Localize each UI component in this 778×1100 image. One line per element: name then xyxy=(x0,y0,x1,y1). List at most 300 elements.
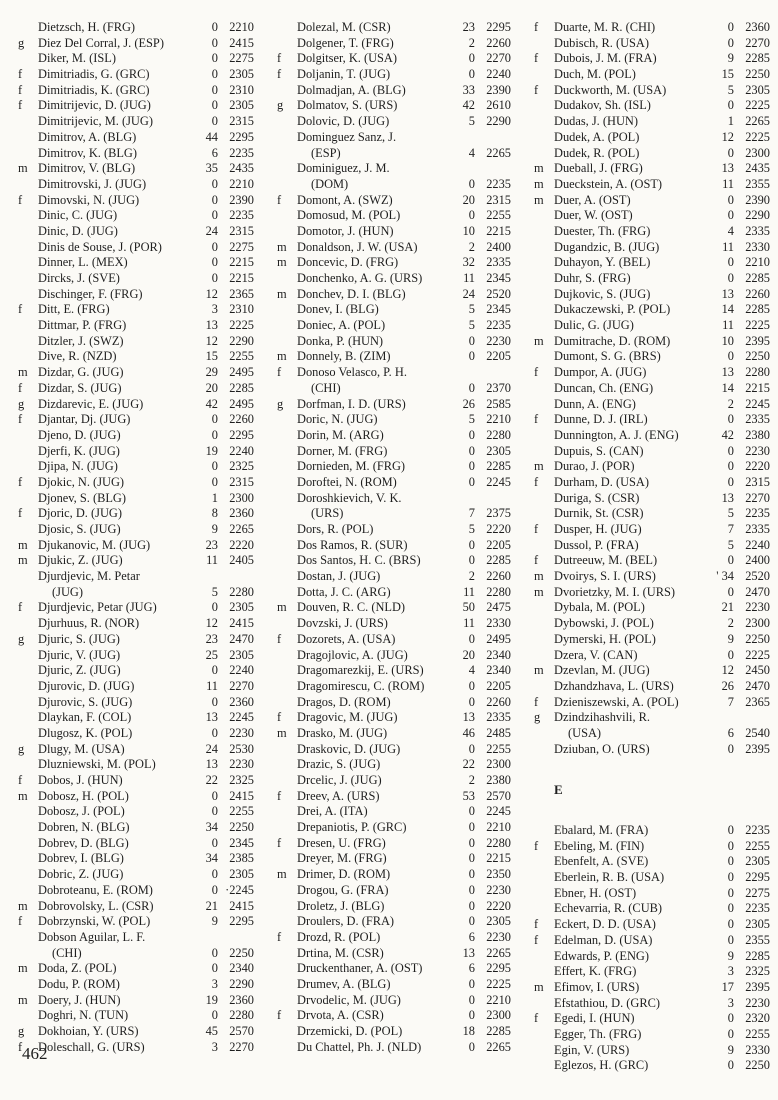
games-count: 10 xyxy=(721,333,734,348)
games-count: 0 xyxy=(727,443,734,458)
rating: 2570 xyxy=(486,788,511,803)
title-marker xyxy=(277,114,297,130)
rating: 2250 xyxy=(745,1058,770,1073)
player-name: Dotta, J. C. (ARG) xyxy=(297,584,391,599)
rating: 2415 xyxy=(229,898,254,913)
games-count: 0 xyxy=(468,474,475,489)
rating: 2520 xyxy=(745,569,770,584)
rating: 2235 xyxy=(229,145,254,160)
title-marker xyxy=(18,255,38,271)
games-count: 0 xyxy=(211,51,218,66)
rating: 2470 xyxy=(745,584,770,599)
player-name: Djuric, S. (JUG) xyxy=(38,631,120,646)
player-row xyxy=(534,67,770,83)
player-row xyxy=(534,663,770,679)
games-count: 0 xyxy=(468,1039,475,1054)
rating: 2340 xyxy=(486,663,511,678)
title-marker xyxy=(534,208,554,224)
rating: 2255 xyxy=(745,1026,770,1041)
games-count: 33 xyxy=(462,82,475,97)
title-marker xyxy=(534,854,554,870)
player-row xyxy=(18,867,254,883)
title-marker: f xyxy=(18,67,23,82)
rating: 2270 xyxy=(486,51,511,66)
games-count: 14 xyxy=(721,302,734,317)
title-marker xyxy=(277,977,297,993)
games-count xyxy=(451,491,479,507)
player-name: Dostan, J. (JUG) xyxy=(297,569,381,584)
player-name: Du Chattel, Ph. J. (NLD) xyxy=(297,1039,422,1054)
games-count: 0 xyxy=(211,459,218,474)
rating: 2335 xyxy=(745,223,770,238)
title-marker: g xyxy=(277,396,284,411)
title-marker xyxy=(534,130,554,146)
player-row xyxy=(534,933,770,949)
player-name: Duer, W. (OST) xyxy=(554,208,633,223)
games-count: 2 xyxy=(468,35,475,50)
title-marker xyxy=(277,820,297,836)
player-name: Dokhoian, Y. (URS) xyxy=(38,1024,139,1038)
player-name: Dobosz, H. (POL) xyxy=(38,788,129,803)
rating: 2230 xyxy=(229,757,254,772)
rating: 2395 xyxy=(745,979,770,994)
title-marker xyxy=(534,679,554,695)
player-row xyxy=(277,475,511,491)
games-count: 0 xyxy=(211,867,218,882)
games-count xyxy=(451,365,479,381)
games-count: 0 xyxy=(468,67,475,82)
player-name: Dybala, M. (POL) xyxy=(554,600,645,615)
rating: 2435 xyxy=(745,161,770,176)
player-row xyxy=(277,1008,511,1024)
title-marker xyxy=(18,318,38,334)
player-name: Dinic, D. (JUG) xyxy=(38,223,118,238)
player-row xyxy=(18,444,254,460)
title-marker xyxy=(277,773,297,789)
title-marker xyxy=(18,836,38,852)
player-name: Djoric, D. (JUG) xyxy=(38,506,122,521)
rating: 2240 xyxy=(229,663,254,678)
games-count: 11 xyxy=(463,584,475,599)
title-marker xyxy=(18,726,38,742)
player-row xyxy=(277,851,511,867)
player-row xyxy=(277,695,511,711)
rating: 2300 xyxy=(229,490,254,505)
games-count: 0 xyxy=(211,192,218,207)
rating: 2280 xyxy=(229,1008,254,1023)
games-count: 7 xyxy=(468,506,475,521)
games-count: 13 xyxy=(462,710,475,725)
rating: 2285 xyxy=(486,459,511,474)
player-row xyxy=(534,428,770,444)
player-name: Druckenthaner, A. (OST) xyxy=(297,961,423,976)
player-name: Dragojlovic, A. (JUG) xyxy=(297,647,408,662)
player-row xyxy=(534,83,770,99)
rating: 2265 xyxy=(486,145,511,160)
title-marker: f xyxy=(18,600,23,615)
player-name: Dobric, Z. (JUG) xyxy=(38,867,124,882)
title-marker xyxy=(277,459,297,475)
player-name: Dumpor, A. (JUG) xyxy=(554,365,647,380)
player-row xyxy=(18,208,254,224)
player-name: Droletz, J. (BLG) xyxy=(297,898,385,913)
player-name: (USA) xyxy=(568,725,602,740)
rating: 2280 xyxy=(745,365,770,380)
games-count: 6 xyxy=(468,961,475,976)
player-name: Douven, R. C. (NLD) xyxy=(297,600,406,615)
title-marker: f xyxy=(277,1008,282,1023)
rating: 2235 xyxy=(486,318,511,333)
rating: 2290 xyxy=(229,333,254,348)
title-marker: m xyxy=(534,584,544,599)
player-row xyxy=(534,886,770,902)
games-count: 26 xyxy=(721,678,734,693)
games-count: 13 xyxy=(205,757,218,772)
rating: 2210 xyxy=(486,992,511,1007)
games-count xyxy=(710,710,738,726)
player-row xyxy=(18,522,254,538)
rating: 2345 xyxy=(486,302,511,317)
title-marker xyxy=(277,146,297,162)
player-row xyxy=(534,381,770,397)
title-marker: f xyxy=(277,788,282,803)
title-marker xyxy=(277,20,297,36)
player-name: Ditzler, J. (SWZ) xyxy=(38,333,124,348)
rating: 2315 xyxy=(229,223,254,238)
title-marker xyxy=(277,804,297,820)
player-name: Dunne, D. J. (IRL) xyxy=(554,412,648,427)
games-count: 0 xyxy=(727,145,734,160)
player-name: Dinic, C. (JUG) xyxy=(38,208,118,223)
rating: 2285 xyxy=(745,271,770,285)
player-row xyxy=(534,475,770,491)
title-marker xyxy=(18,522,38,538)
player-row xyxy=(18,67,254,83)
title-marker xyxy=(277,428,297,444)
rating: 2285 xyxy=(229,380,254,395)
player-row xyxy=(277,585,511,601)
player-row xyxy=(534,742,770,758)
games-count: 0 xyxy=(211,961,218,976)
player-name: Dinis de Souse, J. (POR) xyxy=(38,239,162,254)
player-name: Dimitrijevic, D. (JUG) xyxy=(38,98,151,113)
games-count: 0 xyxy=(211,176,218,191)
player-name: Donka, P. (HUN) xyxy=(297,333,384,348)
player-row xyxy=(18,20,254,36)
games-count: 13 xyxy=(205,318,218,333)
player-name: Djuric, Z. (JUG) xyxy=(38,663,121,678)
title-marker xyxy=(277,36,297,52)
player-row xyxy=(277,993,511,1009)
games-count: 0 xyxy=(727,647,734,662)
title-marker xyxy=(277,585,297,601)
games-count: 0 xyxy=(468,741,475,756)
games-count: 11 xyxy=(206,678,218,693)
player-name: Dzindzihashvili, R. xyxy=(554,710,651,725)
player-row xyxy=(534,491,770,507)
rating: 2325 xyxy=(745,964,770,979)
games-count: 3 xyxy=(211,1039,218,1054)
rating: 2225 xyxy=(229,318,254,333)
player-row xyxy=(277,648,511,664)
player-name: Dlaykan, F. (COL) xyxy=(38,710,132,725)
rating: 2235 xyxy=(745,901,770,916)
rating: 2295 xyxy=(229,914,254,929)
title-marker: f xyxy=(534,838,539,853)
title-marker xyxy=(277,569,297,585)
player-row xyxy=(534,522,770,538)
player-row xyxy=(534,632,770,648)
player-name: Dzhandzhava, L. (URS) xyxy=(554,678,674,693)
rating: 2255 xyxy=(229,804,254,819)
player-row xyxy=(277,757,511,773)
games-count: 45 xyxy=(205,1024,218,1038)
player-name: Efimov, I. (URS) xyxy=(554,979,640,994)
games-count: 35 xyxy=(205,161,218,176)
player-name: Edelman, D. (USA) xyxy=(554,932,653,947)
games-count: 29 xyxy=(205,365,218,380)
player-row xyxy=(277,318,511,334)
player-row xyxy=(277,961,511,977)
column-3 xyxy=(534,20,770,1074)
rating: 2315 xyxy=(486,192,511,207)
rating xyxy=(738,710,770,726)
games-count: 0 xyxy=(468,694,475,709)
rating: 2260 xyxy=(745,286,770,301)
rating: 2255 xyxy=(745,838,770,853)
player-row xyxy=(18,569,254,585)
rating: 2315 xyxy=(229,474,254,489)
player-row xyxy=(18,695,254,711)
rating: 2470 xyxy=(229,631,254,646)
player-row xyxy=(277,208,511,224)
player-name: Effert, K. (FRG) xyxy=(554,964,637,979)
player-row xyxy=(18,1024,254,1040)
rating: 2350 xyxy=(486,867,511,882)
player-row xyxy=(277,820,511,836)
rating: 2310 xyxy=(229,82,254,97)
rating: 2260 xyxy=(486,694,511,709)
title-marker: f xyxy=(534,474,539,489)
rating: 2335 xyxy=(745,522,770,536)
player-name: Eckert, D. D. (USA) xyxy=(554,917,656,932)
player-name: Dos Santos, H. C. (BRS) xyxy=(297,553,421,568)
title-marker: f xyxy=(534,522,539,536)
player-row xyxy=(277,867,511,883)
player-name: Dircks, J. (SVE) xyxy=(38,271,120,285)
rating: 2265 xyxy=(486,945,511,960)
player-name: Durao, J. (POR) xyxy=(554,459,635,474)
title-marker xyxy=(18,648,38,664)
rating: 2230 xyxy=(745,443,770,458)
title-marker xyxy=(277,616,297,632)
games-count: 5 xyxy=(211,584,218,599)
title-marker xyxy=(277,412,297,428)
player-name: Dluzniewski, M. (POL) xyxy=(38,757,156,772)
title-marker xyxy=(277,1024,297,1040)
player-row xyxy=(18,193,254,209)
rating: 2385 xyxy=(229,851,254,866)
player-row xyxy=(534,318,770,334)
player-row xyxy=(277,726,511,742)
title-marker xyxy=(18,710,38,726)
rating: 2215 xyxy=(486,851,511,866)
games-count: 13 xyxy=(462,945,475,960)
title-marker xyxy=(534,302,554,318)
player-name: Dlugy, M. (USA) xyxy=(38,741,125,756)
player-name: Durham, D. (USA) xyxy=(554,474,649,489)
games-count: 11 xyxy=(206,553,218,568)
rating: 2335 xyxy=(745,412,770,427)
rating: 2220 xyxy=(486,898,511,913)
rating: 2495 xyxy=(486,631,511,646)
player-row xyxy=(277,334,511,350)
player-name: Dudas, J. (HUN) xyxy=(554,114,638,129)
player-name: Doghri, N. (TUN) xyxy=(38,1008,129,1023)
title-marker xyxy=(534,742,554,758)
rating: 2305 xyxy=(486,443,511,458)
games-count: 19 xyxy=(205,443,218,458)
title-marker xyxy=(277,757,297,773)
games-count: 9 xyxy=(211,522,218,536)
player-name: Dos Ramos, R. (SUR) xyxy=(297,537,408,552)
title-marker xyxy=(18,428,38,444)
player-name: Dizdar, S. (JUG) xyxy=(38,380,122,395)
rating: 2290 xyxy=(229,976,254,991)
title-marker: m xyxy=(18,788,28,803)
title-marker xyxy=(277,83,297,99)
games-count: 0 xyxy=(727,854,734,869)
games-count: 5 xyxy=(468,114,475,129)
player-row xyxy=(534,506,770,522)
player-row xyxy=(18,287,254,303)
player-name: Dimitrov, A. (BLG) xyxy=(38,129,137,144)
title-marker xyxy=(277,475,297,491)
player-row xyxy=(534,1043,770,1059)
games-count: 0 xyxy=(211,82,218,97)
player-row xyxy=(534,823,770,839)
games-count: 0 xyxy=(211,600,218,615)
rating: 2260 xyxy=(229,412,254,427)
games-count: 20 xyxy=(462,192,475,207)
rating: 2270 xyxy=(229,1039,254,1054)
games-count: 3 xyxy=(727,995,734,1010)
player-name: Dybowski, J. (POL) xyxy=(554,616,654,631)
player-row xyxy=(277,302,511,318)
player-name: Doda, Z. (POL) xyxy=(38,961,117,976)
games-count: 0 xyxy=(468,51,475,66)
games-count: 5 xyxy=(468,318,475,333)
games-count: 4 xyxy=(468,145,475,160)
games-count: 0 xyxy=(468,804,475,819)
player-row xyxy=(534,870,770,886)
player-row xyxy=(277,600,511,616)
title-marker: m xyxy=(277,239,287,254)
player-row xyxy=(277,36,511,52)
rating: 2280 xyxy=(486,835,511,850)
games-count: 15 xyxy=(205,349,218,364)
title-marker xyxy=(277,1040,297,1056)
games-count: 12 xyxy=(205,616,218,631)
player-row xyxy=(534,412,770,428)
player-row xyxy=(18,365,254,381)
player-row xyxy=(18,51,254,67)
player-row xyxy=(18,977,254,993)
title-marker: f xyxy=(534,51,539,66)
rating: 2450 xyxy=(745,663,770,678)
rating: 2255 xyxy=(229,349,254,364)
games-count: 0 xyxy=(727,1011,734,1026)
rating: 2540 xyxy=(745,725,770,740)
rating: 2335 xyxy=(486,710,511,725)
player-name: Doniec, A. (POL) xyxy=(297,318,386,333)
rating: 2275 xyxy=(745,885,770,900)
player-name: Dorfman, I. D. (URS) xyxy=(297,396,406,411)
player-row xyxy=(534,1058,770,1074)
games-count: 7 xyxy=(727,694,734,709)
player-row xyxy=(18,648,254,664)
player-row xyxy=(277,20,511,36)
player-name: Dolmatov, S. (URS) xyxy=(297,98,398,113)
games-count: 0 xyxy=(211,208,218,223)
title-marker: m xyxy=(18,553,28,568)
title-marker: f xyxy=(534,365,539,380)
player-name: Duer, A. (OST) xyxy=(554,192,631,207)
title-marker: f xyxy=(18,82,23,97)
player-row xyxy=(534,444,770,460)
rating: 2285 xyxy=(745,51,770,66)
player-row xyxy=(18,224,254,240)
player-name: Ebalard, M. (FRA) xyxy=(554,823,649,837)
player-name: Dreev, A. (URS) xyxy=(297,788,380,803)
rating: 2290 xyxy=(486,114,511,129)
player-name: Drumev, A. (BLG) xyxy=(297,976,391,991)
rating xyxy=(222,569,254,585)
rating: 2245 xyxy=(486,804,511,819)
title-marker: f xyxy=(18,1039,23,1054)
player-row xyxy=(277,146,511,162)
player-name: Dors, R. (POL) xyxy=(297,522,374,536)
title-marker: m xyxy=(534,333,544,348)
player-name: Egger, Th. (FRG) xyxy=(554,1026,642,1041)
player-row xyxy=(277,444,511,460)
rating: 2325 xyxy=(229,773,254,787)
player-row xyxy=(277,914,511,930)
player-row xyxy=(277,287,511,303)
player-row xyxy=(534,553,770,569)
games-count: 0 xyxy=(211,694,218,709)
player-name: Dimitrov, K. (BLG) xyxy=(38,145,137,160)
player-name: Djurdjevic, Petar (JUG) xyxy=(38,600,157,615)
player-name: Dobrovolsky, L. (CSR) xyxy=(38,898,154,913)
title-marker xyxy=(18,491,38,507)
rating: 2220 xyxy=(229,537,254,552)
player-row xyxy=(534,459,770,475)
rating: 2250 xyxy=(745,631,770,646)
games-count: 0 xyxy=(727,870,734,885)
player-row xyxy=(18,804,254,820)
player-row xyxy=(277,522,511,538)
player-name: Doroshkievich, V. K. xyxy=(297,490,402,505)
player-row xyxy=(277,930,511,946)
games-count: 11 xyxy=(722,239,734,254)
games-count: 12 xyxy=(205,286,218,301)
player-row xyxy=(18,632,254,648)
games-count: 6 xyxy=(468,929,475,944)
rating: 2345 xyxy=(486,271,511,285)
player-name: Eglezos, H. (GRC) xyxy=(554,1058,649,1073)
title-marker: g xyxy=(18,1024,25,1038)
